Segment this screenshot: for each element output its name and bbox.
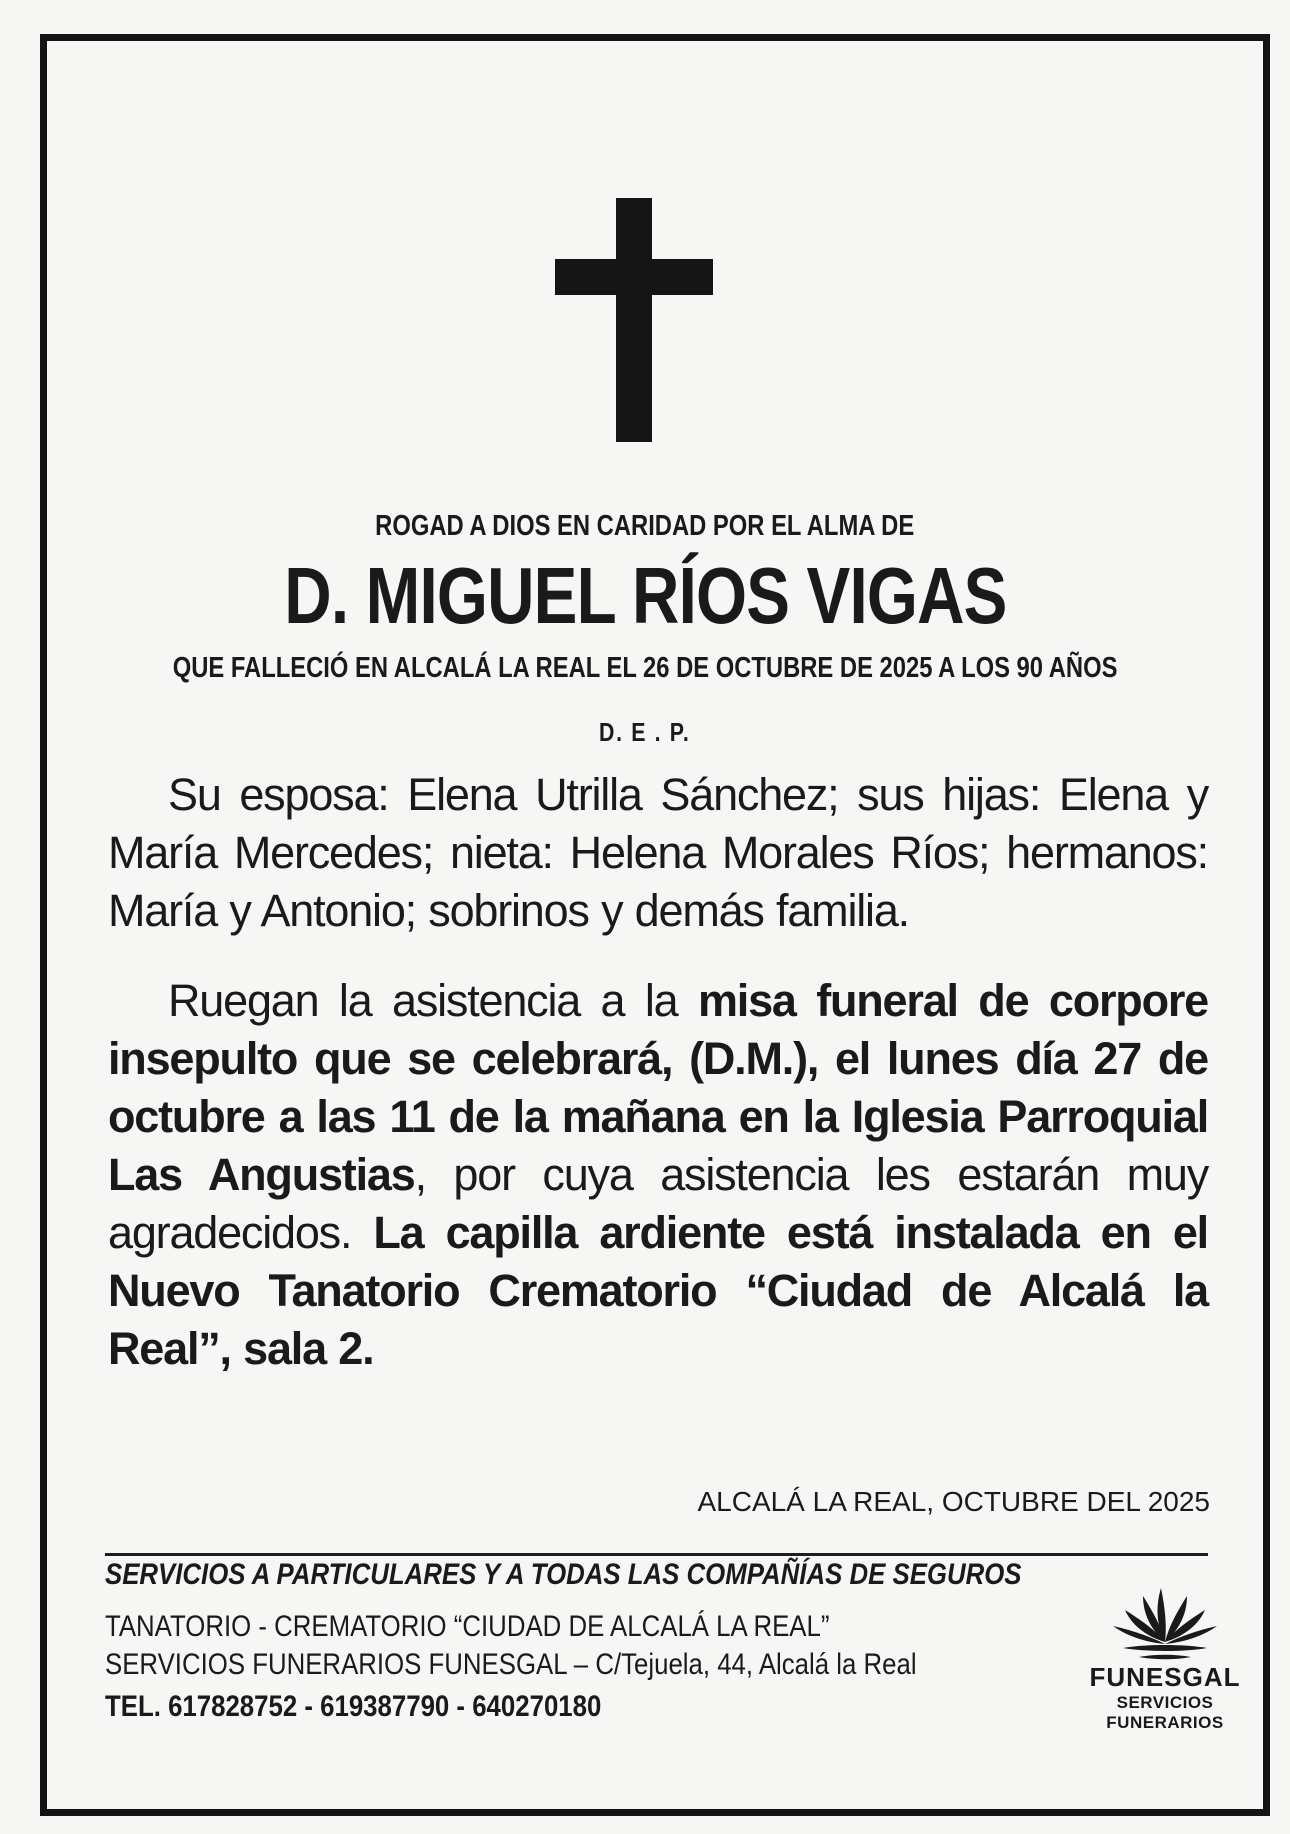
intro-line: ROGAD A DIOS EN CARIDAD POR EL ALMA DE <box>375 510 915 542</box>
footer-phones: TEL. 617828752 - 619387790 - 640270180 <box>105 1690 602 1723</box>
flower-icon <box>1105 1580 1225 1660</box>
place-date: ALCALÁ LA REAL, OCTUBRE DEL 2025 <box>697 1486 1210 1517</box>
ceremony-paragraph: Ruegan la asistencia a la misa funeral de corpore insepulto que se celebrará, (D.M.), el lunes día 27 de octubre a las 11 de la mañana en la Iglesia Parroquial Las Angustias, por cuya asistencia les estarán muy agradecidos. La capilla ardiente está instalada en el Nuevo Tanatorio Crematorio “Ciudad de Alcalá la Real”, sala 2. <box>108 975 1209 1374</box>
death-details: QUE FALLECIÓ EN ALCALÁ LA REAL EL 26 DE OCTUBRE DE 2025 A LOS 90 AÑOS <box>172 652 1118 684</box>
family-paragraph: Su esposa: Elena Utrilla Sánchez; sus hijas: Elena y María Mercedes; nieta: Helena Morales Ríos; hermanos: María y Antonio; sobrinos y demás familia. <box>108 769 1208 936</box>
footer-services: SERVICIOS A PARTICULARES Y A TODAS LAS COMPAÑÍAS DE SEGUROS <box>105 1558 1022 1591</box>
logo-subtitle: SERVICIOS FUNERARIOS <box>1106 1693 1224 1732</box>
footer-divider <box>105 1553 1208 1556</box>
footer-address: SERVICIOS FUNERARIOS FUNESGAL – C/Tejuela, 44, Alcalá la Real <box>105 1648 917 1681</box>
cross-icon <box>555 198 713 442</box>
deceased-name: D. MIGUEL RÍOS VIGAS <box>283 551 1007 640</box>
funesgal-logo <box>1070 1580 1260 1750</box>
footer-tanatorio: TANATORIO - CREMATORIO “CIUDAD DE ALCALÁ LA REAL” <box>105 1610 830 1643</box>
logo-brand: FUNESGAL <box>1089 1662 1241 1692</box>
dep-line: D. E . P. <box>599 717 691 747</box>
